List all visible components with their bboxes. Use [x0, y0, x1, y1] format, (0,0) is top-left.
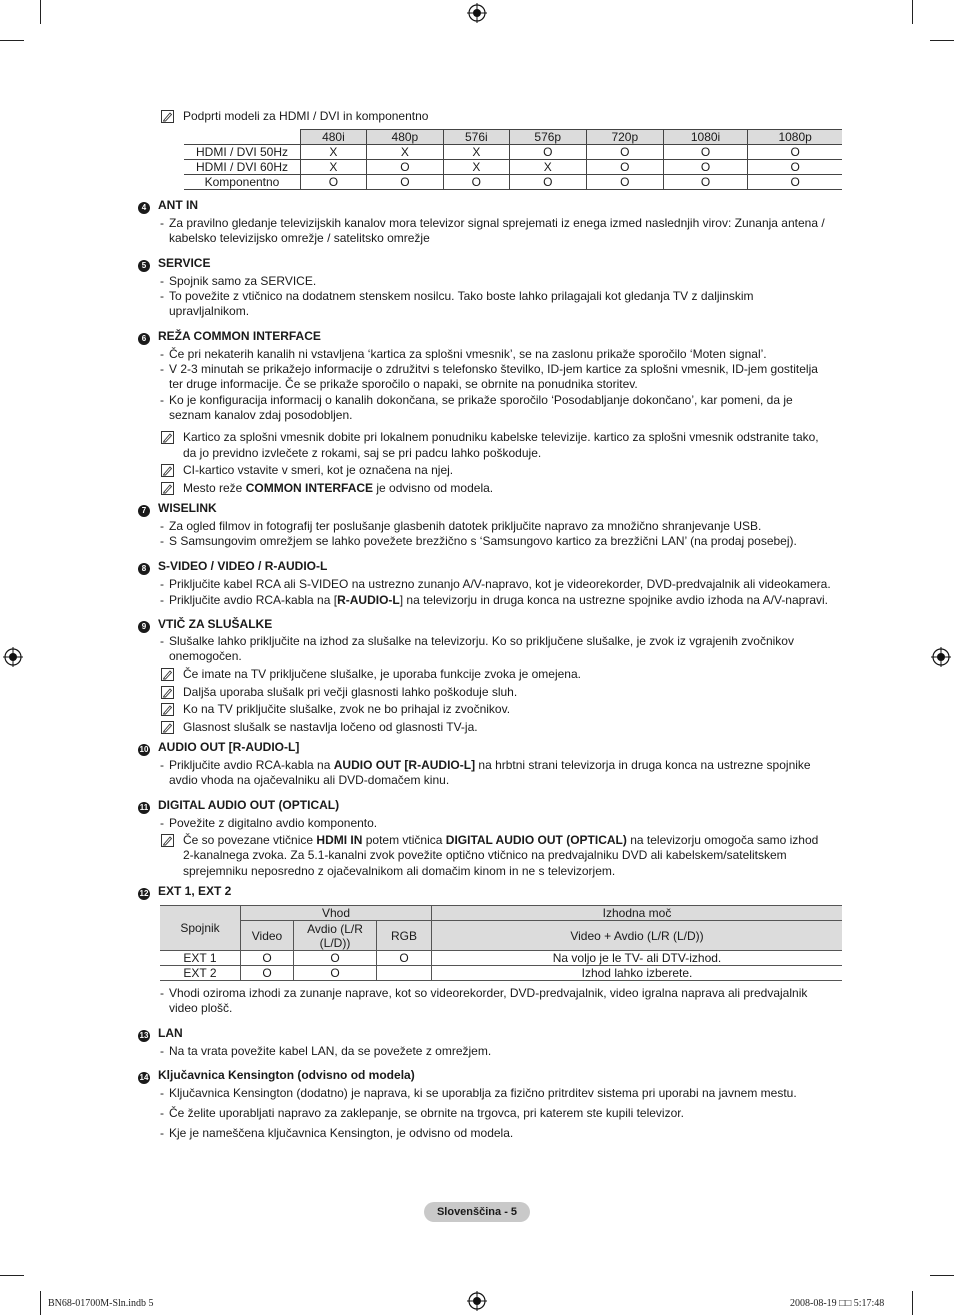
bullet-text: seznam kanalov zdaj posodobljen. — [169, 408, 353, 422]
bullet-text: Če pri nekaterih kanalih ni vstavljena ‘kartica za splošni vmesnik’, se na zaslonu prikaže sporočilo ‘Moten signal’. — [169, 347, 767, 361]
bullet-dash: - — [160, 758, 164, 772]
bullet-text: To povežite z vtičnico na dodatnem stenskem nosilcu. Tako boste lahko prilagajali kot gledanja TV z daljinskim — [169, 289, 754, 303]
table-cell: O — [748, 160, 842, 175]
bullet-text: ter druge informacije. Če se prikaže sporočilo o napaki, se obrnite na ponudnika storitev. — [169, 377, 638, 391]
crop-mark — [930, 1275, 954, 1276]
table-cell: X — [301, 160, 367, 175]
bullet-dash: - — [160, 593, 164, 607]
bullet-text: Kje je nameščena ključavnica Kensington, je odvisno od modela. — [169, 1126, 514, 1140]
section-title-wiselink: 7 WISELINK — [138, 501, 217, 517]
crop-mark — [0, 1275, 24, 1276]
table-cell: O — [241, 951, 294, 966]
note-text: Če imate na TV priključene slušalke, je uporaba funkcije zvoka je omejena. — [183, 667, 581, 681]
table-cell: O — [366, 160, 443, 175]
table-cell: O — [663, 145, 747, 160]
bullet-dash: - — [160, 634, 164, 648]
bullet-text: Priključite avdio RCA-kabla na [R-AUDIO-L] na televizorju in druga konca na ustrezne spojnike avdio izhoda na A/V-napravi. — [169, 593, 829, 607]
bullet-dash: - — [160, 534, 164, 548]
section-title-service: 5 SERVICE — [138, 256, 210, 272]
registration-mark-icon — [467, 1291, 487, 1311]
table-cell: O — [586, 145, 663, 160]
note-text: Če so povezane vtičnice HDMI IN potem vtičnica DIGITAL AUDIO OUT (OPTICAL) na televizorju omogoča samo izhod — [183, 833, 819, 847]
table-cell: O — [301, 175, 367, 190]
note-text: Kartico za splošni vmesnik dobite pri lokalnem ponudniku kabelske televizije. kartico za splošni vmesnik odstranite tako, — [183, 430, 819, 444]
number-4-icon: 4 — [138, 202, 150, 214]
registration-mark-icon — [931, 647, 951, 667]
number-10-icon: 10 — [139, 745, 149, 754]
bullet-text: Ključavnica Kensington (dodatno) je naprava, ki se uporablja za fizično pritrditev sistema pri uporabi na javnem mestu. — [169, 1086, 797, 1100]
note-icon — [161, 482, 174, 495]
table-cell: Izhod lahko izberete. — [432, 966, 843, 981]
table-header-cell: 576i — [443, 130, 509, 145]
bullet-text: Priključite avdio RCA-kabla na AUDIO OUT [R-AUDIO-L] na hrbtni strani televizorja in druga konca na ustrezne spojnike — [169, 758, 811, 772]
bullet-text: Na ta vrata povežite kabel LAN, da se povežete z omrežjem. — [169, 1044, 492, 1058]
section-title-digital-audio-out: 11 DIGITAL AUDIO OUT (OPTICAL) — [139, 798, 340, 812]
section-title-audio-out: 10 AUDIO OUT [R-AUDIO-L] — [139, 740, 300, 754]
note-icon — [161, 834, 174, 847]
table-header-cell: 480p — [366, 130, 443, 145]
table-cell: O — [586, 160, 663, 175]
bullet-text: Vhodi oziroma izhodi za zunanje naprave, kot so videorekorder, DVD-predvajalnik, video igralna naprava ali predvajalnik — [169, 986, 808, 1000]
table-row — [184, 145, 842, 160]
table-cell: X — [509, 160, 586, 175]
bullet-dash: - — [160, 274, 164, 288]
table-row — [160, 951, 842, 966]
bullet-text: Ko je konfiguracija informacij o kanalih dokončana, se prikaže sporočilo ‘Posodabljanje dokončano’, kar pomeni, da je — [169, 393, 793, 407]
bullet-text: Za ogled filmov in fotografij ter poslušanje glasbenih datotek priključite napravo za množično shranjevanje USB. — [169, 519, 762, 533]
timestamp-slug: 2008-08-19 □□ 5:17:48 — [790, 1298, 885, 1309]
section-title-lan: 13 LAN — [139, 1026, 183, 1040]
table-cell: O — [663, 175, 747, 190]
note-text: da jo previdno izvlečete z rokami, saj se pri padcu lahko poškoduje. — [183, 446, 542, 460]
table-header-cell: Video + Avdio (L/R (L/D)) — [432, 921, 843, 951]
crop-mark — [930, 40, 954, 41]
bullet-text: V 2-3 minutah se prikažejo informacije o združitvi s telefonsko številko, ID-jem kartice za splošni vmesnik, ID-jem gostitelja — [169, 362, 818, 376]
table-row — [184, 160, 842, 175]
crop-mark — [40, 1291, 41, 1315]
table-cell: X — [366, 145, 443, 160]
section-title-ext: 12 EXT 1, EXT 2 — [139, 884, 232, 898]
table-cell: X — [301, 145, 367, 160]
bullet-dash: - — [160, 1106, 164, 1120]
bullet-dash: - — [160, 986, 164, 1000]
note-text: Ko na TV priključite slušalke, zvok ne bo prihajal iz zvočnikov. — [183, 702, 511, 716]
table-cell: O — [586, 175, 663, 190]
bullet-dash: - — [160, 393, 164, 407]
bullet-text: kabelsko televizijsko omrežje / satelitsko omrežje — [169, 231, 430, 245]
table-cell — [377, 966, 432, 981]
table-cell: O — [294, 951, 377, 966]
table-cell: X — [443, 145, 509, 160]
note-text: Daljša uporaba slušalk pri večji glasnosti lahko poškoduje sluh. — [183, 685, 518, 699]
note-text: 2-kanalnega zvoka. Za 5.1-kanalni zvok povežite optično vtičnico na predvajalniku DVD ali kabelskem/satelitskem — [183, 848, 787, 862]
table-header-row — [160, 921, 842, 951]
bullet-text: Povežite z digitalno avdio komponento. — [169, 816, 378, 830]
table-cell: HDMI / DVI 50Hz — [184, 145, 301, 160]
table-cell: EXT 1 — [160, 951, 241, 966]
section-title-ant-in: 4 ANT IN — [138, 198, 198, 214]
bullet-dash: - — [160, 1086, 164, 1100]
table-cell: Na voljo je le TV- ali DTV-izhod. — [432, 951, 843, 966]
bullet-text: Slušalke lahko priključite na izhod za slušalke na televizorju. Ko so priključene slušalke, je zvok iz vgrajenih zvočnikov — [169, 634, 794, 648]
table-cell: HDMI / DVI 60Hz — [184, 160, 301, 175]
table-cell: O — [294, 966, 377, 981]
note-icon — [161, 431, 174, 444]
note-text: Glasnost slušalk se nastavlja ločeno od glasnosti TV-ja. — [183, 720, 478, 734]
table-header-cell: Vhod — [241, 906, 432, 921]
bullet-text: Priključite kabel RCA ali S-VIDEO na ustrezno zunanjo A/V-napravo, kot je videorekorder, DVD-predvajalnik ali videokamera. — [169, 577, 831, 591]
table-cell: O — [748, 175, 842, 190]
table-cell: Komponentno — [184, 175, 301, 190]
table-cell: O — [443, 175, 509, 190]
ext-table — [160, 905, 842, 981]
intro-note-text: Podprti modeli za HDMI / DVI in komponentno — [183, 109, 429, 123]
note-icon — [161, 464, 174, 477]
table-cell: O — [663, 160, 747, 175]
bullet-text: S Samsungovim omrežjem se lahko povežete brezžično s ‘Samsungovo kartico za brezžični LAN’ (na prodaj posebej). — [169, 534, 797, 548]
table-cell: O — [509, 145, 586, 160]
note-icon — [161, 721, 174, 734]
bullet-dash: - — [160, 816, 164, 830]
table-header-cell: 480i — [301, 130, 367, 145]
number-14-icon: 14 — [139, 1073, 149, 1082]
bullet-dash: - — [160, 362, 164, 376]
table-header-cell: Izhodna moč — [432, 906, 843, 921]
table-header-row — [184, 130, 842, 145]
section-title-svideo: 8 S-VIDEO / VIDEO / R-AUDIO-L — [138, 559, 327, 575]
table-cell: O — [748, 145, 842, 160]
number-13-icon: 13 — [139, 1031, 149, 1040]
table-cell: EXT 2 — [160, 966, 241, 981]
crop-mark — [912, 1291, 913, 1315]
bullet-text: Če želite uporabljati napravo za zaklepanje, se obrnite na trgovca, pri katerem ste kupili televizor. — [169, 1106, 684, 1120]
table-cell — [184, 130, 301, 145]
table-header-row — [160, 906, 842, 921]
bullet-dash: - — [160, 519, 164, 533]
bullet-text: avdio vhoda na ojačevalniku ali DVD-domačem kinu. — [169, 773, 450, 787]
table-row — [160, 966, 842, 981]
number-7-icon: 7 — [138, 505, 150, 517]
registration-mark-icon — [467, 3, 487, 23]
table-header-cell: RGB — [377, 921, 432, 951]
number-9-icon: 9 — [138, 621, 150, 633]
crop-mark — [40, 0, 41, 24]
section-title-kensington: 14 Ključavnica Kensington (odvisno od modela) — [139, 1068, 415, 1082]
table-cell: O — [509, 175, 586, 190]
note-icon — [161, 686, 174, 699]
bullet-dash: - — [160, 289, 164, 303]
number-12-icon: 12 — [139, 889, 149, 898]
table-header-cell: Spojnik — [160, 906, 241, 951]
table-cell: X — [443, 160, 509, 175]
section-title-headphones: 9 VTIČ ZA SLUŠALKE — [138, 617, 272, 633]
table-header-cell: 720p — [586, 130, 663, 145]
note-icon — [161, 668, 174, 681]
bullet-text: Za pravilno gledanje televizijskih kanalov mora televizor signal sprejemati iz enega izmed naslednjih virov: Zunanja antena / — [169, 216, 825, 230]
bullet-text: upravljalnikom. — [169, 304, 250, 318]
number-5-icon: 5 — [138, 260, 150, 272]
table-header-cell: Video — [241, 921, 294, 951]
note-text: Mesto reže COMMON INTERFACE je odvisno od modela. — [183, 481, 494, 495]
bullet-dash: - — [160, 216, 164, 230]
table-header-cell: Avdio (L/R (L/D)) — [294, 921, 377, 951]
note-icon — [161, 703, 174, 716]
table-cell: O — [377, 951, 432, 966]
bullet-dash: - — [160, 1044, 164, 1058]
bullet-dash: - — [160, 347, 164, 361]
table-row — [184, 175, 842, 190]
table-cell: O — [366, 175, 443, 190]
table-header-cell: 1080i — [663, 130, 747, 145]
number-8-icon: 8 — [138, 563, 150, 575]
file-slug: BN68-01700M-Sln.indb 5 — [48, 1298, 154, 1309]
bullet-text: Spojnik samo za SERVICE. — [169, 274, 317, 288]
resolution-table — [184, 129, 842, 190]
bullet-text: onemogočen. — [169, 649, 242, 663]
table-header-cell: 576p — [509, 130, 586, 145]
number-11-icon: 11 — [139, 803, 149, 812]
bullet-dash: - — [160, 1126, 164, 1140]
registration-mark-icon — [3, 647, 23, 667]
crop-mark — [912, 0, 913, 24]
table-header-cell: 1080p — [748, 130, 842, 145]
crop-mark — [0, 40, 24, 41]
bullet-dash: - — [160, 577, 164, 591]
section-title-common-interface: 6 REŽA COMMON INTERFACE — [138, 329, 321, 345]
note-icon — [161, 110, 174, 123]
table-cell: O — [241, 966, 294, 981]
bullet-text: video plošč. — [169, 1001, 233, 1015]
number-6-icon: 6 — [138, 333, 150, 345]
page-number-badge: Slovenščina - 5 — [424, 1202, 530, 1222]
note-text: CI-kartico vstavite v smeri, kot je označena na njej. — [183, 463, 454, 477]
note-text: sprejemniku neposredno z ojačevalnikom ali domačim kinom in ne s televizorjem. — [183, 864, 616, 878]
